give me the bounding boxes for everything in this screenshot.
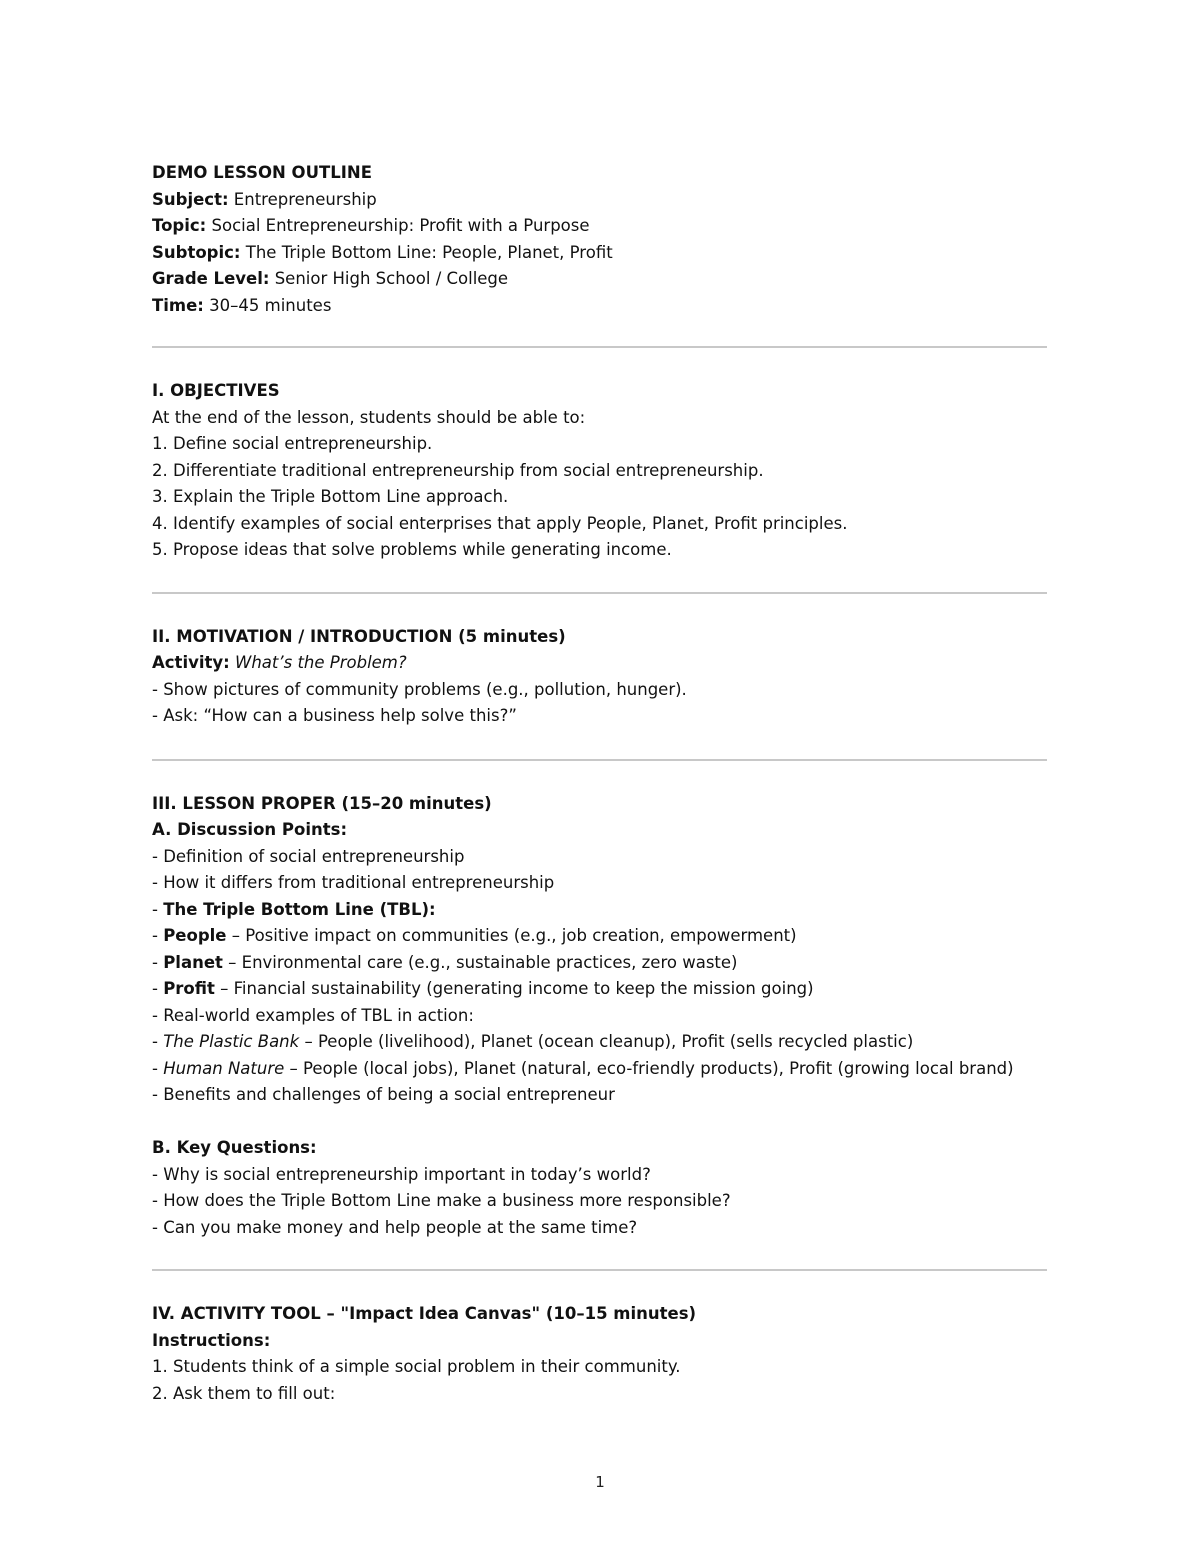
- tbl-term: People: [163, 926, 227, 945]
- spacer: [152, 1241, 1052, 1269]
- field-label: Time:: [152, 295, 204, 315]
- bullet-prefix: -: [152, 1032, 164, 1051]
- field-value: Senior High School / College: [269, 269, 509, 288]
- field-value: Entrepreneurship: [228, 189, 377, 209]
- example-human-nature: [152, 1056, 1052, 1083]
- motivation-activity: [152, 650, 1052, 677]
- activity-label: Activity:: [152, 653, 230, 672]
- field-label: Subject:: [152, 189, 229, 209]
- tbl-item-people: [152, 923, 1052, 950]
- tbl-text: – Financial sustainability (generating income to keep the mission going): [214, 979, 814, 998]
- benefits-line: - Benefits and challenges of being a social entrepreneur: [152, 1085, 615, 1104]
- example-name: Human Nature: [163, 1058, 285, 1078]
- example-text: – People (livelihood), Planet (ocean cleanup), Profit (sells recycled plastic): [299, 1032, 914, 1051]
- motivation-item: - Ask: “How can a business help solve this?”: [152, 706, 517, 725]
- field-time: [152, 293, 1052, 320]
- field-subtopic: [152, 240, 1052, 267]
- objective-item: 4. Identify examples of social enterprises that apply People, Planet, Profit principles.: [152, 513, 848, 533]
- document-body: [152, 160, 1052, 1407]
- tbl-term: Profit: [163, 979, 215, 998]
- key-question: - Why is social entrepreneurship important in today’s world?: [152, 1164, 651, 1184]
- objective-item: 1. Define social entrepreneurship.: [152, 434, 433, 453]
- key-questions-heading: B. Key Questions:: [152, 1138, 317, 1157]
- spacer: [152, 1109, 1052, 1136]
- spacer: [152, 761, 1052, 791]
- activity-title: What’s the Problem?: [235, 653, 407, 672]
- tbl-text: – Positive impact on communities (e.g., job creation, empowerment): [226, 926, 797, 945]
- discussion-points-heading: A. Discussion Points:: [152, 820, 348, 839]
- tbl-heading-line: [152, 897, 1052, 924]
- instructions-heading: Instructions:: [152, 1330, 271, 1350]
- spacer: [152, 564, 1052, 592]
- objective-item: 3. Explain the Triple Bottom Line approach.: [152, 487, 509, 506]
- spacer: [152, 319, 1052, 346]
- field-label: Subtopic:: [152, 242, 241, 262]
- spacer: [152, 1271, 1052, 1301]
- spacer: [152, 594, 1052, 624]
- field-label: Topic:: [152, 216, 207, 235]
- instruction-item: 2. Ask them to fill out:: [152, 1383, 336, 1403]
- bullet-prefix: -: [152, 1058, 164, 1078]
- example-name: The Plastic Bank: [163, 1032, 300, 1051]
- instruction-item: 1. Students think of a simple social problem in their community.: [152, 1357, 681, 1376]
- objective-item: 5. Propose ideas that solve problems while generating income.: [152, 540, 672, 559]
- tbl-heading: The Triple Bottom Line (TBL):: [163, 899, 436, 919]
- field-value: Social Entrepreneurship: Profit with a Purpose: [206, 216, 590, 235]
- examples-intro: - Real-world examples of TBL in action:: [152, 1005, 474, 1025]
- tbl-item-planet: [152, 950, 1052, 977]
- field-topic: [152, 213, 1052, 240]
- page-number: 1: [595, 1473, 605, 1491]
- bullet-prefix: -: [152, 899, 164, 919]
- spacer: [152, 348, 1052, 378]
- example-text: – People (local jobs), Planet (natural, eco-friendly products), Profit (growing local brand): [284, 1058, 1014, 1078]
- key-question: - Can you make money and help people at the same time?: [152, 1217, 638, 1237]
- tbl-term: Planet: [163, 952, 223, 972]
- section-heading-objectives: I. OBJECTIVES: [152, 381, 280, 400]
- motivation-item: - Show pictures of community problems (e.g., pollution, hunger).: [152, 679, 687, 699]
- example-plastic-bank: [152, 1029, 1052, 1056]
- spacer: [152, 730, 1052, 759]
- discussion-point: - Definition of social entrepreneurship: [152, 846, 465, 866]
- tbl-item-profit: [152, 976, 1052, 1003]
- bullet-prefix: -: [152, 979, 164, 998]
- section-heading-motivation: II. MOTIVATION / INTRODUCTION (5 minutes): [152, 626, 566, 646]
- document-title: DEMO LESSON OUTLINE: [152, 163, 372, 182]
- key-question: - How does the Triple Bottom Line make a business more responsible?: [152, 1191, 731, 1210]
- objective-item: 2. Differentiate traditional entrepreneurship from social entrepreneurship.: [152, 460, 764, 480]
- section-heading-lesson-proper: III. LESSON PROPER (15–20 minutes): [152, 793, 492, 813]
- field-subject: [152, 187, 1052, 214]
- field-label: Grade Level:: [152, 269, 270, 288]
- field-value: 30–45 minutes: [203, 295, 332, 315]
- objectives-intro: At the end of the lesson, students should be able to:: [152, 407, 586, 427]
- field-grade-level: [152, 266, 1052, 293]
- tbl-text: – Environmental care (e.g., sustainable practices, zero waste): [222, 952, 738, 972]
- bullet-prefix: -: [152, 952, 164, 972]
- section-heading-activity-tool: IV. ACTIVITY TOOL – "Impact Idea Canvas" (10–15 minutes): [152, 1304, 697, 1323]
- discussion-point: - How it differs from traditional entrepreneurship: [152, 873, 555, 892]
- field-value: The Triple Bottom Line: People, Planet, Profit: [240, 242, 613, 262]
- bullet-prefix: -: [152, 926, 164, 945]
